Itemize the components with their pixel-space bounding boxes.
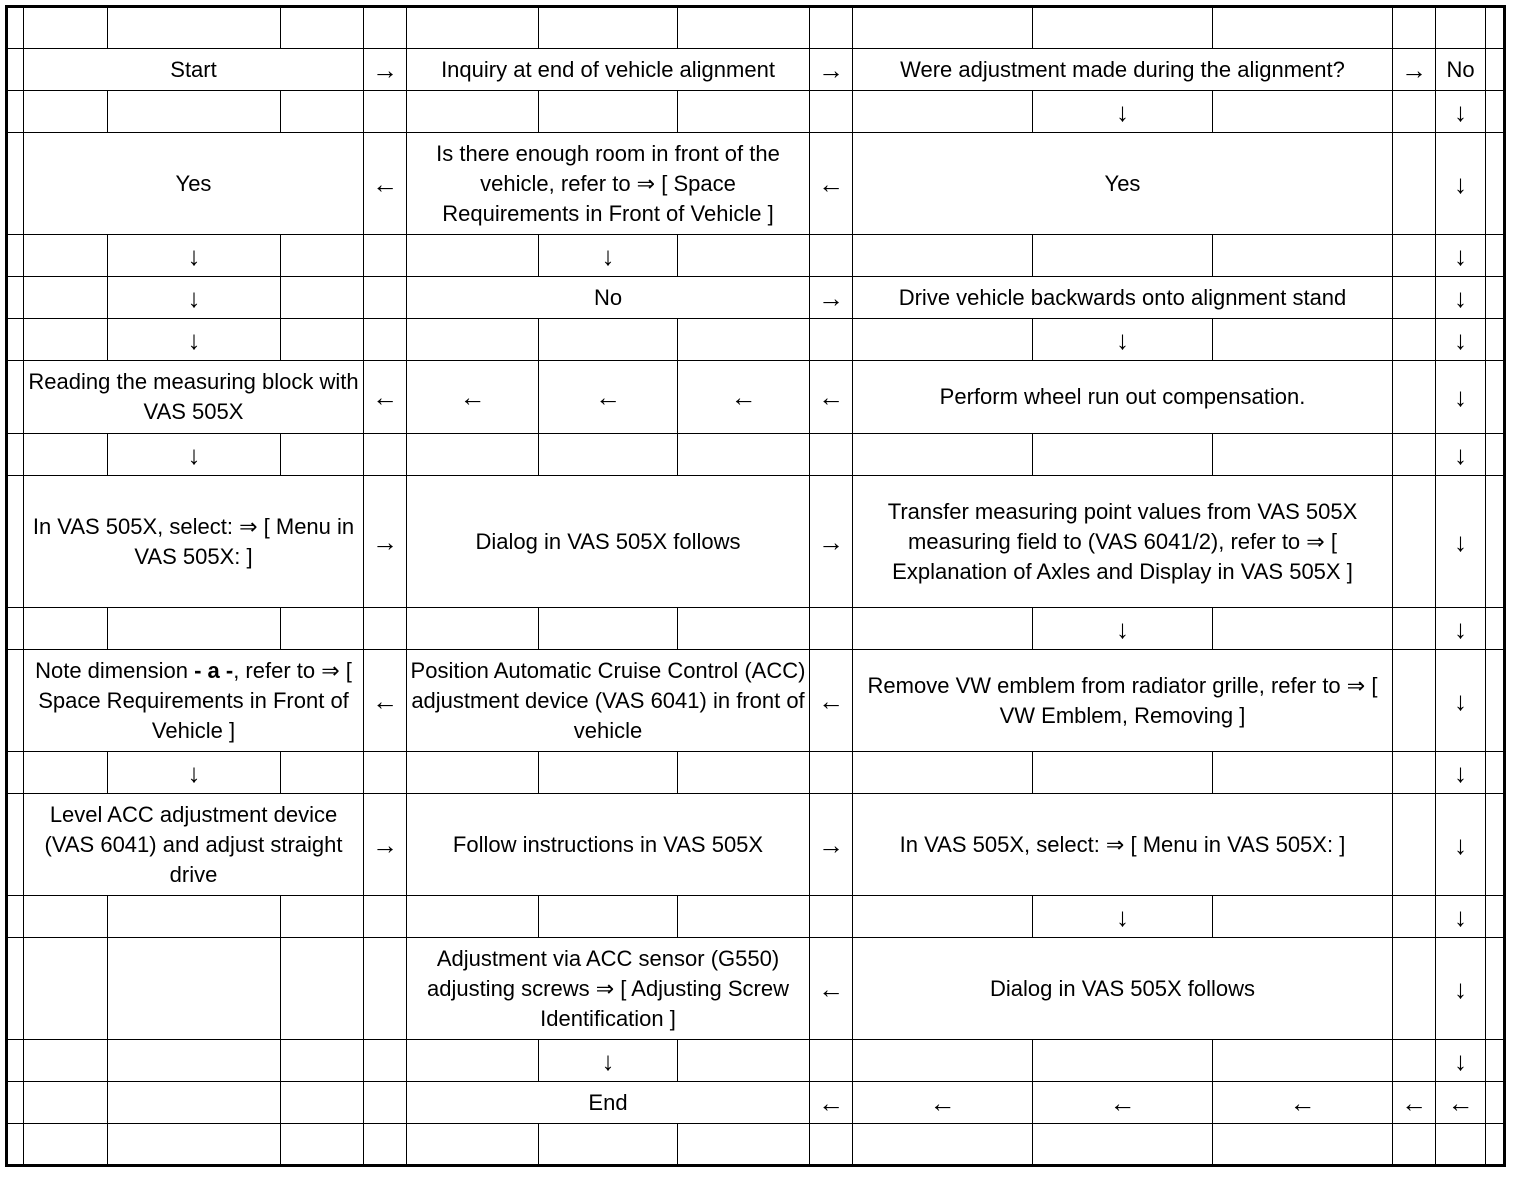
arrow-left-icon: ← bbox=[364, 650, 407, 752]
arrow-down-icon: ↓ bbox=[1033, 319, 1213, 361]
flow-row bbox=[7, 794, 1505, 896]
arrow-down-icon: ↓ bbox=[1436, 91, 1486, 133]
arrow-down-icon: ↓ bbox=[108, 235, 281, 277]
arrow-right-icon: → bbox=[810, 277, 853, 319]
transfer-values-node: Transfer measuring point values from VAS 505X measuring field to (VAS 6041/2), refer to ⇒ [ Explanation of Axles and Display in VAS 505X ] bbox=[853, 476, 1393, 608]
arrow-down-icon: ↓ bbox=[1436, 476, 1486, 608]
arrow-left-icon: ← bbox=[810, 133, 853, 235]
no-label-middle: No bbox=[407, 277, 810, 319]
note-dimension-reference: , refer to ⇒ [ Space Requirements in Front of Vehicle ] bbox=[38, 657, 352, 743]
arrow-down-icon: ↓ bbox=[1436, 938, 1486, 1040]
end-node: End bbox=[407, 1082, 810, 1124]
arrow-left-icon: ← bbox=[407, 361, 539, 434]
arrow-down-icon: ↓ bbox=[1436, 235, 1486, 277]
arrow-down-icon: ↓ bbox=[1436, 133, 1486, 235]
position-acc-node: Position Automatic Cruise Control (ACC) adjustment device (VAS 6041) in front of vehicle bbox=[407, 650, 810, 752]
arrow-down-icon: ↓ bbox=[108, 319, 281, 361]
arrow-down-icon: ↓ bbox=[539, 235, 678, 277]
arrow-right-icon: → bbox=[364, 476, 407, 608]
arrow-left-icon: ← bbox=[1213, 1082, 1393, 1124]
runout-compensation-node: Perform wheel run out compensation. bbox=[853, 361, 1393, 434]
flow-row bbox=[7, 938, 1505, 1040]
arrow-left-icon: ← bbox=[539, 361, 678, 434]
arrow-left-icon: ← bbox=[364, 133, 407, 235]
arrow-down-icon: ↓ bbox=[1436, 434, 1486, 476]
arrow-right-icon: → bbox=[810, 476, 853, 608]
dialog-node: Dialog in VAS 505X follows bbox=[853, 938, 1393, 1040]
arrow-left-icon: ← bbox=[1393, 1082, 1436, 1124]
flow-row bbox=[7, 476, 1505, 608]
arrow-down-icon: ↓ bbox=[1436, 277, 1486, 319]
flow-row bbox=[7, 608, 1505, 650]
arrow-down-icon: ↓ bbox=[1436, 794, 1486, 896]
room-question-node: Is there enough room in front of the vehicle, refer to ⇒ [ Space Requirements in Front of Vehicle ] bbox=[407, 133, 810, 235]
arrow-down-icon: ↓ bbox=[1436, 1040, 1486, 1082]
arrow-left-icon: ← bbox=[364, 361, 407, 434]
arrow-left-icon: ← bbox=[1033, 1082, 1213, 1124]
spacer-row bbox=[7, 1124, 1505, 1166]
remove-emblem-node: Remove VW emblem from radiator grille, refer to ⇒ [ VW Emblem, Removing ] bbox=[853, 650, 1393, 752]
arrow-right-icon: → bbox=[1393, 49, 1436, 91]
arrow-left-icon: ← bbox=[810, 1082, 853, 1124]
arrow-down-icon: ↓ bbox=[1436, 650, 1486, 752]
arrow-right-icon: → bbox=[810, 49, 853, 91]
flow-row bbox=[7, 235, 1505, 277]
inquiry-node: Inquiry at end of vehicle alignment bbox=[407, 49, 810, 91]
arrow-left-icon: ← bbox=[810, 361, 853, 434]
dialog-node: Dialog in VAS 505X follows bbox=[407, 476, 810, 608]
flow-row bbox=[7, 277, 1505, 319]
adjustment-screws-node: Adjustment via ACC sensor (G550) adjusting screws ⇒ [ Adjusting Screw Identification ] bbox=[407, 938, 810, 1040]
arrow-down-icon: ↓ bbox=[1033, 608, 1213, 650]
dimension-a-label: - a - bbox=[194, 657, 234, 683]
select-menu-node: In VAS 505X, select: ⇒ [ Menu in VAS 505X: ] bbox=[853, 794, 1393, 896]
flow-row bbox=[7, 434, 1505, 476]
arrow-down-icon: ↓ bbox=[1436, 319, 1486, 361]
flowchart-table bbox=[5, 5, 1506, 1167]
arrow-down-icon: ↓ bbox=[108, 277, 281, 319]
arrow-down-icon: ↓ bbox=[1436, 361, 1486, 434]
flow-row bbox=[7, 91, 1505, 133]
note-dimension-node bbox=[24, 650, 364, 752]
arrow-left-icon: ← bbox=[810, 650, 853, 752]
yes-label-right: Yes bbox=[853, 133, 1393, 235]
arrow-right-icon: → bbox=[364, 794, 407, 896]
flow-row bbox=[7, 752, 1505, 794]
arrow-right-icon: → bbox=[810, 794, 853, 896]
arrow-left-icon: ← bbox=[853, 1082, 1033, 1124]
reading-block-node: Reading the measuring block with VAS 505X bbox=[24, 361, 364, 434]
arrow-down-icon: ↓ bbox=[539, 1040, 678, 1082]
arrow-down-icon: ↓ bbox=[1436, 608, 1486, 650]
arrow-down-icon: ↓ bbox=[108, 752, 281, 794]
arrow-down-icon: ↓ bbox=[1033, 896, 1213, 938]
note-dimension-text: Note dimension bbox=[35, 657, 195, 683]
flow-row bbox=[7, 49, 1505, 91]
flow-row bbox=[7, 896, 1505, 938]
spacer-row bbox=[7, 7, 1505, 49]
flow-row bbox=[7, 1082, 1505, 1124]
flow-row bbox=[7, 361, 1505, 434]
drive-backwards-node: Drive vehicle backwards onto alignment stand bbox=[853, 277, 1393, 319]
no-label: No bbox=[1436, 49, 1486, 91]
arrow-right-icon: → bbox=[364, 49, 407, 91]
start-node: Start bbox=[24, 49, 364, 91]
arrow-left-icon: ← bbox=[678, 361, 810, 434]
level-acc-node: Level ACC adjustment device (VAS 6041) and adjust straight drive bbox=[24, 794, 364, 896]
flow-row bbox=[7, 319, 1505, 361]
arrow-down-icon: ↓ bbox=[1436, 896, 1486, 938]
flow-row bbox=[7, 650, 1505, 752]
arrow-left-icon: ← bbox=[810, 938, 853, 1040]
arrow-down-icon: ↓ bbox=[1033, 91, 1213, 133]
follow-instructions-node: Follow instructions in VAS 505X bbox=[407, 794, 810, 896]
arrow-down-icon: ↓ bbox=[108, 434, 281, 476]
yes-label-left: Yes bbox=[24, 133, 364, 235]
flow-row bbox=[7, 133, 1505, 235]
flow-row bbox=[7, 1040, 1505, 1082]
adjustments-question-node: Were adjustment made during the alignment? bbox=[853, 49, 1393, 91]
select-menu-node: In VAS 505X, select: ⇒ [ Menu in VAS 505X: ] bbox=[24, 476, 364, 608]
arrow-left-icon: ← bbox=[1436, 1082, 1486, 1124]
arrow-down-icon: ↓ bbox=[1436, 752, 1486, 794]
